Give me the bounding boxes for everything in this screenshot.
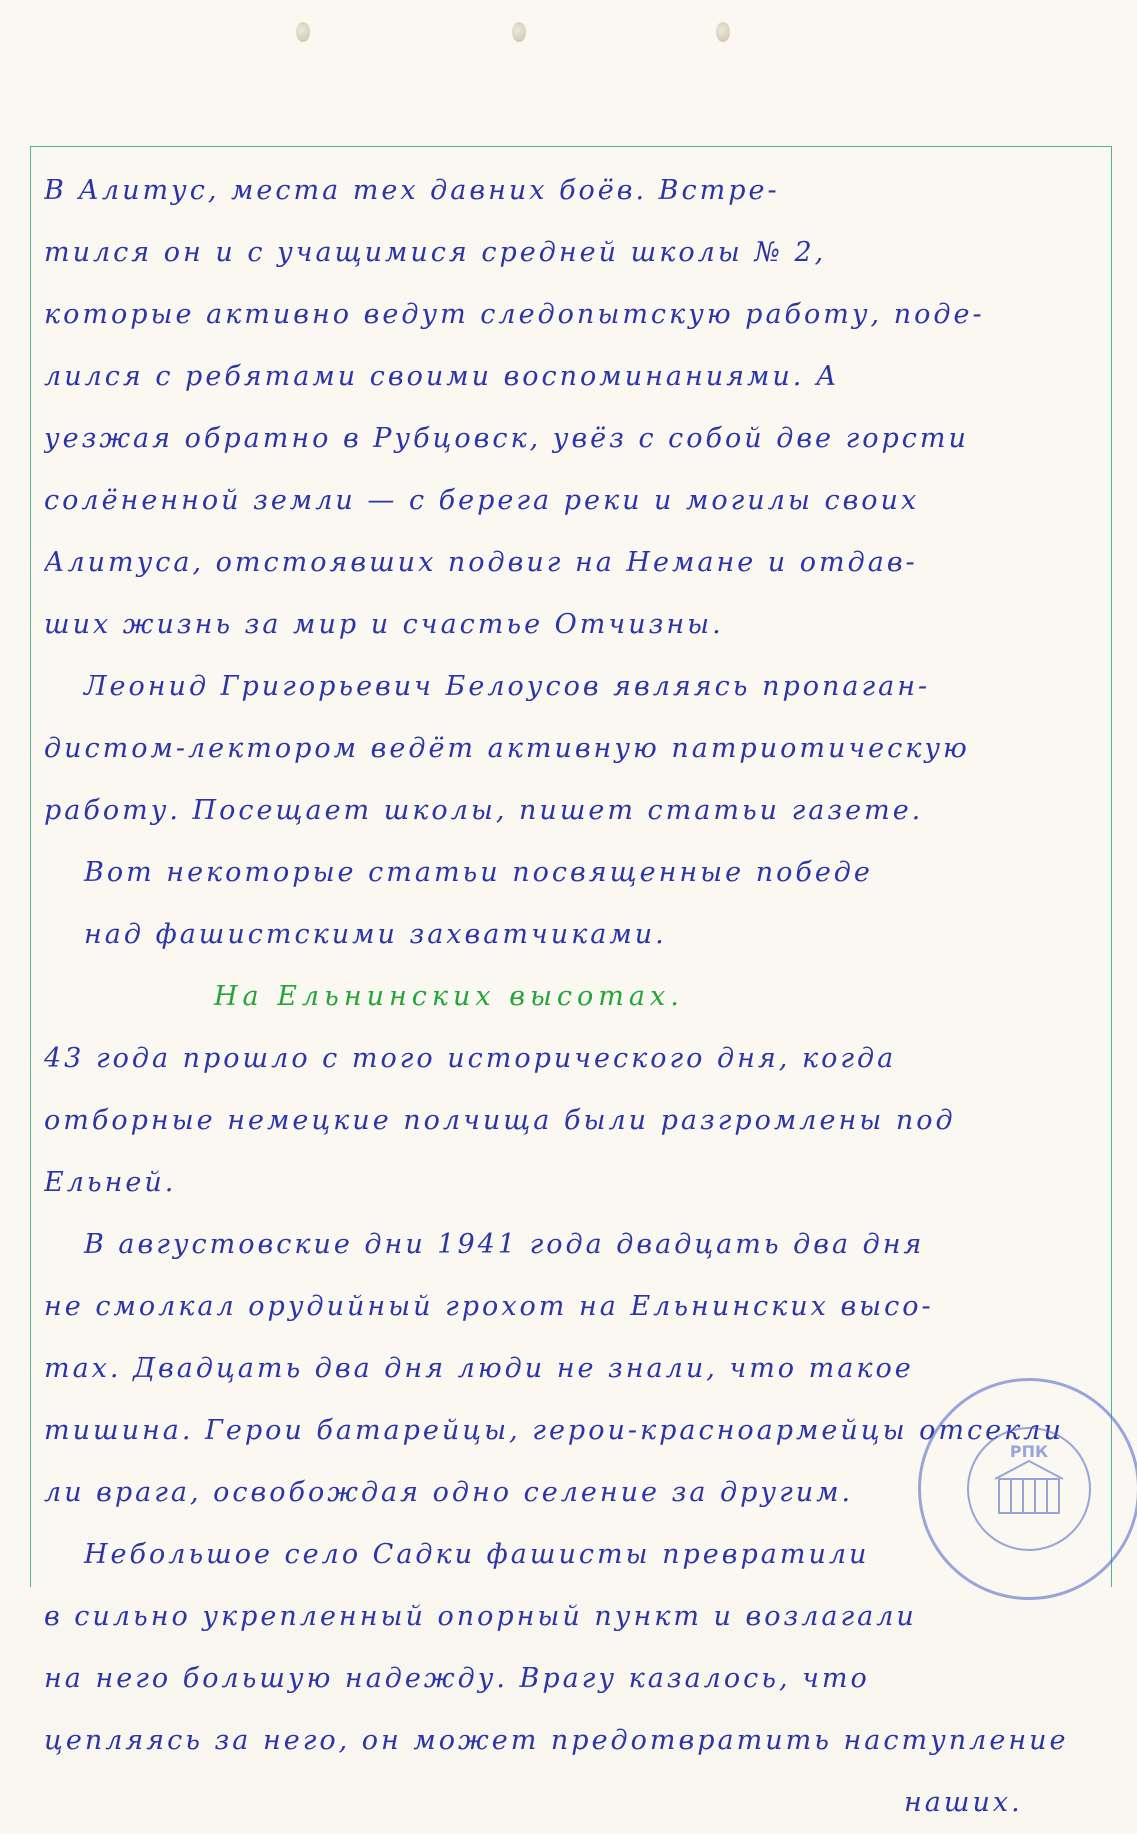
text-line: на него большую надежду. Врагу казалось, что [44, 1663, 870, 1694]
text-line: Алитуса, отстоявших подвиг на Немане и отдав- [44, 547, 918, 578]
punch-hole [512, 22, 526, 42]
text-line: ли врага, освобождая одно селение за другим. [44, 1477, 854, 1508]
punch-hole [296, 22, 310, 42]
text-line: ших жизнь за мир и счастье Отчизны. [44, 609, 724, 640]
text-line: над фашистскими захватчиками. [84, 919, 667, 950]
text-line: тах. Двадцать два дня люди не знали, что такое [44, 1353, 914, 1384]
text-line: Ельней. [44, 1167, 177, 1198]
text-line: солёненной земли — с берега реки и могилы своих [44, 485, 920, 516]
college-stamp-icon [918, 1378, 1137, 1600]
section-heading: На Ельнинских высотах. [214, 981, 684, 1012]
punch-hole [716, 22, 730, 42]
text-line: Леонид Григорьевич Белоусов являясь пропаган- [84, 671, 931, 702]
svg-text:РПК: РПК [1009, 1442, 1049, 1461]
text-line: отборные немецкие полчища были разгромлены под [44, 1105, 956, 1136]
text-line: цепляясь за него, он может предотвратить наступление [44, 1725, 1069, 1756]
text-line: дистом-лектором ведёт активную патриотическую [44, 733, 970, 764]
text-line: В Алитус, места тех давних боёв. Встре- [44, 175, 780, 206]
stamp-building-icon [921, 1381, 1137, 1597]
text-line: Вот некоторые статьи посвященные победе [84, 857, 873, 888]
text-line: которые активно ведут следопытскую работу, поде- [44, 299, 985, 330]
text-line: тился он и с учащимися средней школы № 2, [44, 237, 827, 268]
text-line: работу. Посещает школы, пишет статьи газете. [44, 795, 924, 826]
text-line: Небольшое село Садки фашисты превратили [84, 1539, 870, 1570]
text-line: лился с ребятами своими воспоминаниями. А [44, 361, 840, 392]
text-line: тишина. Герои батарейцы, герои-красноармейцы отсекли [44, 1415, 1064, 1446]
text-line: уезжая обратно в Рубцовск, увёз с собой две горсти [44, 423, 969, 454]
text-line: в сильно укрепленный опорный пункт и возлагали [44, 1601, 917, 1632]
text-line: не смолкал орудийный грохот на Ельнинских высо- [44, 1291, 934, 1322]
text-line: наших. [904, 1787, 1023, 1818]
text-line: 43 года прошло с того исторического дня, когда [44, 1043, 897, 1074]
text-line: В августовские дни 1941 года двадцать два дня [84, 1229, 925, 1260]
